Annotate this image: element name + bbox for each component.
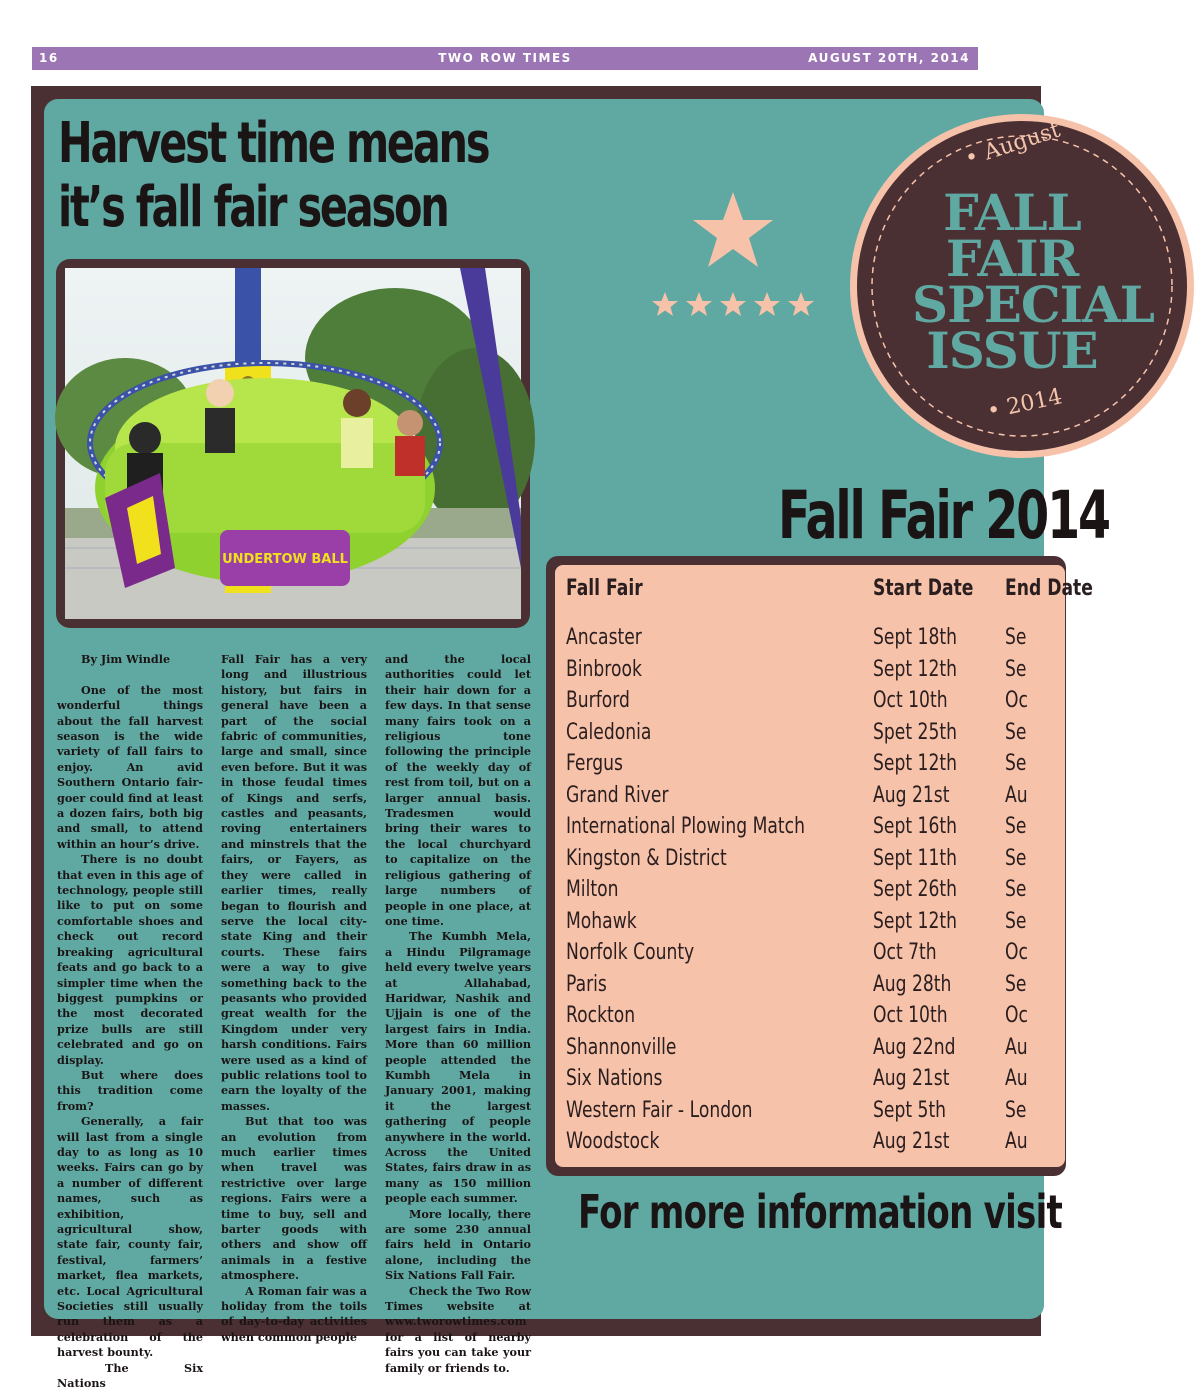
more-info-text: For more information visit [578,1185,1063,1239]
badge-month: • August [962,117,1064,172]
end-date-cell: Au [1005,1034,1028,1060]
fair-name-cell: Six Nations [566,1066,663,1091]
article-column-2 [221,652,367,1345]
end-date-cell: Se [1005,908,1027,934]
end-date-cell: Se [1005,814,1027,839]
badge-year: • 2014 [985,384,1065,425]
end-date-cell: Au [1005,782,1028,808]
paragraph: But that too was an evolution from much earlier times when travel was restrictive over large regions. Fairs were a time to buy, sell and barter goods with others and show off animals in a festive atmosphere. [221,1114,367,1283]
fair-name-cell: Grand River [566,782,669,808]
fair-name-cell: Binbrook [566,656,642,682]
start-date-cell: Oct 10th [873,688,948,713]
star-icon [690,190,776,270]
end-date-cell: Se [1005,877,1027,902]
end-date-cell: Se [1005,625,1027,650]
fair-table-title: Fall Fair 2014 [778,477,1109,554]
table-header-cell: Start Date [873,576,974,601]
end-date-cell: Se [1005,751,1027,776]
start-date-cell: Sept 12th [873,656,957,682]
start-date-cell: Sept 18th [873,625,957,650]
fair-name-cell: Milton [566,877,619,902]
fair-name-cell: Woodstock [566,1129,660,1154]
start-date-cell: Aug 21st [873,782,950,808]
ride-sign [220,530,350,586]
paragraph: There is no doubt that even in this age of technology, people still like to put on some comfortable shoes and check out record breaking agricultural feats and go back to a simpler time when the biggest pumpkins or the most decorated prize bulls are still celebrated and go on display. [57,852,203,1067]
fair-name-cell: International Plowing Match [566,814,805,839]
badge-title: FALL FAIR SPECIAL ISSUE [912,183,1154,380]
end-date-cell: Oc [1005,1003,1028,1028]
start-date-cell: Oct 10th [873,1003,948,1028]
fair-name-cell: Fergus [566,751,623,776]
fair-ride-photo [65,268,521,619]
article-column-3 [385,652,531,1376]
fair-name-cell: Mohawk [566,908,637,934]
start-date-cell: Sept 12th [873,751,957,776]
start-date-cell: Sept 16th [873,814,957,839]
article-photo [56,259,530,628]
start-date-cell: Aug 21st [873,1066,950,1091]
start-date-cell: Sept 26th [873,877,957,902]
start-date-cell: Spet 25th [873,719,957,745]
end-date-cell: Oc [1005,940,1028,965]
start-date-cell: Aug 22nd [873,1034,956,1060]
article-headline [58,112,488,240]
table-header-cell: End Date [1005,576,1093,601]
byline: By Jim Windle [81,652,171,666]
paragraph: Check the Two Row Times website at www.tworowtimes.com for a list of nearby fairs you can take your family or friends to. [385,1283,531,1375]
start-date-cell: Aug 21st [873,1129,950,1154]
article-column-1 [57,652,203,1391]
start-date-cell: Sept 12th [873,908,957,934]
fair-name-cell: Shannonville [566,1034,677,1060]
small-stars-icon [650,290,820,320]
end-date-cell: Oc [1005,688,1028,713]
end-date-cell: Se [1005,845,1027,871]
fair-name-cell: Paris [566,971,607,997]
publication-name: TWO ROW TIMES [438,51,572,65]
end-date-cell: Au [1005,1066,1028,1091]
paragraph: The Six Nations [57,1360,203,1391]
fair-name-cell: Caledonia [566,719,652,745]
issue-date: AUGUST 20TH, 2014 [808,51,970,65]
start-date-cell: Oct 7th [873,940,937,965]
paragraph: But where does this tradition come from? [57,1067,203,1113]
paragraph: The Kumbh Mela, a Hindu Pilgramage held every twelve years at Allahabad, Haridwar, Nashik and Ujjain is one of the largest fairs in India. More than 60 million people attended the Kumbh Mela in January 2001, making it the largest gathering of people anywhere in the world. Across the United States, fairs draw in as many as 150 million people each summer. [385,929,531,1206]
start-date-cell: Aug 28th [873,971,952,997]
end-date-cell: Se [1005,656,1027,682]
paragraph: More locally, there are some 230 annual fairs held in Ontario alone, including the Six Nations Fall Fair. [385,1206,531,1283]
page-number: 16 [39,51,59,65]
end-date-cell: Se [1005,719,1027,745]
end-date-cell: Se [1005,971,1027,997]
headline-line-1: Harvest time means [58,111,489,176]
headline-line-2: it’s fall fair season [58,175,448,240]
paragraph: One of the most wonderful things about the fall harvest season is the wide variety of fall fairs to enjoy. An avid Southern Ontario fair-goer could find at least a dozen fairs, both big and small, to attend within an hour’s drive. [57,682,203,851]
start-date-cell: Sept 5th [873,1097,947,1123]
fair-name-cell: Norfolk County [566,940,695,965]
paragraph: Generally, a fair will last from a single day to as long as 10 weeks. Fairs can go by a number of different names, such as exhibition, agricultural show, state fair, county fair, festival, farmers’ market, flea markets, etc. Local Agricultural Societies still usually run them as a celebration of the harvest bounty. [57,1114,203,1360]
paragraph: and the local authorities could let their hair down for a few days. In that sense many fairs took on a religious tone following the principle of the weekly day of rest from toil, but on a larger annual basis. Tradesmen would bring their wares to the local churchyard to capitalize on the religious gathering of large numbers of people in one place, at one time. [385,652,531,928]
table-header-cell: Fall Fair [566,576,643,601]
end-date-cell: Au [1005,1129,1028,1154]
fair-name-cell: Kingston & District [566,845,727,871]
end-date-cell: Se [1005,1097,1027,1123]
fair-name-cell: Rockton [566,1003,636,1028]
ride-sign-text: UNDERTOW BALL [222,552,348,567]
fair-name-cell: Burford [566,688,630,713]
paragraph: Fall Fair has a very long and illustrious history, but fairs in general have been a part of the social fabric of communities, large and small, since even before. But it was in those feudal times of Kings and serfs, castles and peasants, roving entertainers and minstrels that the fairs, or Fayers, as they were called in earlier times, really began to flourish and serve the local city-state King and their courts. These fairs were a way to give something back to the peasants who provided great wealth for the Kingdom under very harsh conditions. Fairs were used as a kind of public relations tool to earn the loyalty of the masses. [221,652,367,1113]
start-date-cell: Sept 11th [873,845,957,871]
paragraph: A Roman fair was a holiday from the toils of day-to-day activities when common people [221,1283,367,1344]
fair-name-cell: Western Fair - London [566,1097,753,1123]
page-header [32,47,978,70]
fair-name-cell: Ancaster [566,625,642,650]
